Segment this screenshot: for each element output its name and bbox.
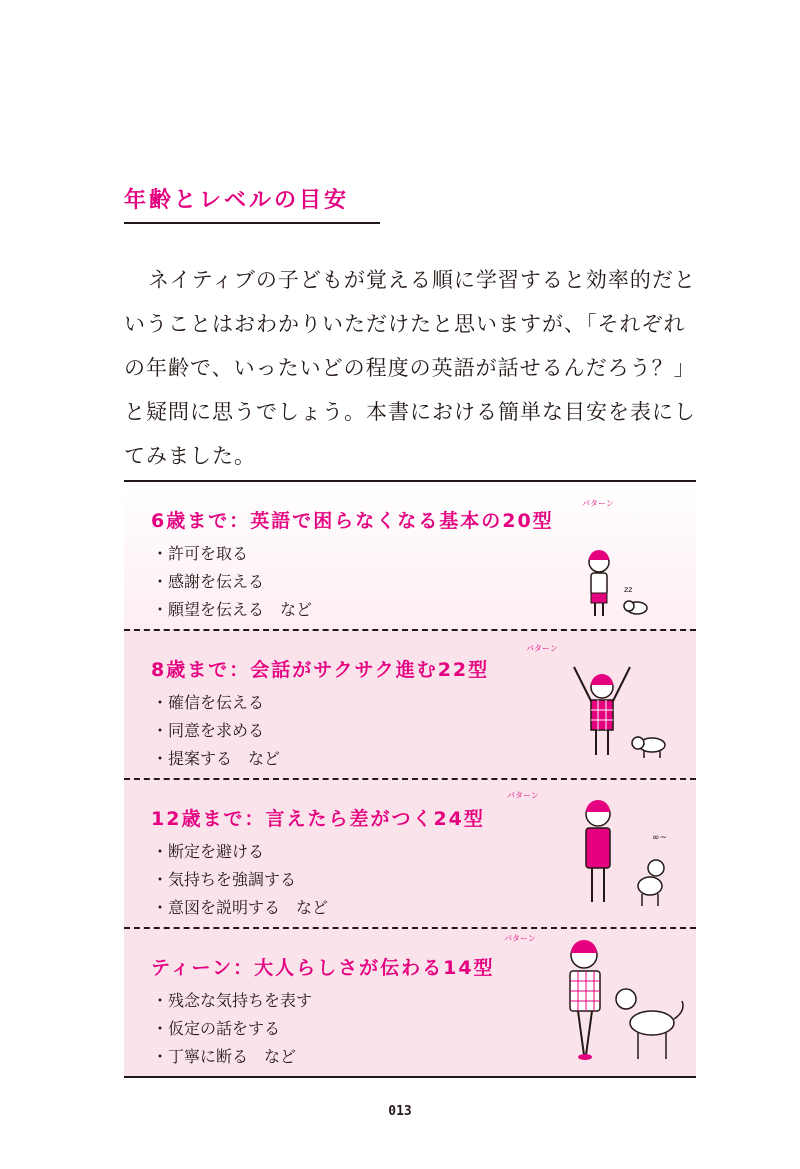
list-item: ・ 残念な気持ちを表す (152, 987, 312, 1015)
level-table (124, 480, 696, 1078)
list-item: ・ 感謝を伝える (152, 568, 312, 596)
sleep-label: zz (624, 585, 633, 594)
level-items (152, 689, 280, 773)
list-item: ・ 意図を説明する など (152, 894, 328, 922)
ruby-pattern: パターン (582, 499, 614, 508)
list-item: ・ 提案する など (152, 745, 280, 773)
ruby-pattern: パターン (507, 791, 539, 800)
level-title: 12歳まで：言えたら差がつく24型 (151, 808, 485, 830)
level-row-8 (124, 629, 696, 778)
level-items (152, 540, 312, 624)
level-items (152, 987, 312, 1071)
level-row-teen (124, 927, 696, 1076)
ruby-pattern: パターン (504, 934, 536, 943)
intro-text: ネイティブの子どもが覚える順に学習すると効率的だということはおわかりいただけたと思いますが、「それぞれの年齢で、いったいどの程度の英語が話せるんだろう？」と疑問に思うでしょう。本書における簡単な目安を表にしてみました。 (124, 268, 696, 468)
level-row-12 (124, 778, 696, 927)
list-item: ・ 断定を避ける (152, 838, 328, 866)
level-title: 8歳まで：会話がサクサク進む22型 (151, 659, 490, 681)
list-item: ・ 仮定の話をする (152, 1015, 312, 1043)
level-title: ティーン：大人らしさが伝わる14型 (151, 957, 495, 979)
list-item: ・ 確信を伝える (152, 689, 280, 717)
intro-paragraph (124, 258, 696, 478)
level-row-6 (124, 482, 696, 629)
level-title: 6歳まで：英語で困らなくなる基本の20型 (151, 510, 554, 532)
section-title: 年齢とレベルの目安 (124, 183, 380, 224)
list-item: ・ 気持ちを強調する (152, 866, 328, 894)
cheering-child-and-dog-illustration (564, 657, 674, 773)
list-item: ・ 丁寧に断る など (152, 1043, 312, 1071)
page-number: 013 (388, 1104, 412, 1119)
child-and-sleeping-dog-illustration (579, 548, 659, 624)
list-item: ・ 願望を伝える など (152, 596, 312, 624)
teen-and-dog-illustration (554, 935, 694, 1073)
list-item: ・ 同意を求める (152, 717, 280, 745)
level-items (152, 838, 328, 922)
thinking-child-and-dog-illustration (572, 796, 682, 924)
dog-sound-label: ∞~ (652, 833, 668, 843)
list-item: ・ 許可を取る (152, 540, 312, 568)
ruby-pattern: パターン (526, 644, 558, 653)
